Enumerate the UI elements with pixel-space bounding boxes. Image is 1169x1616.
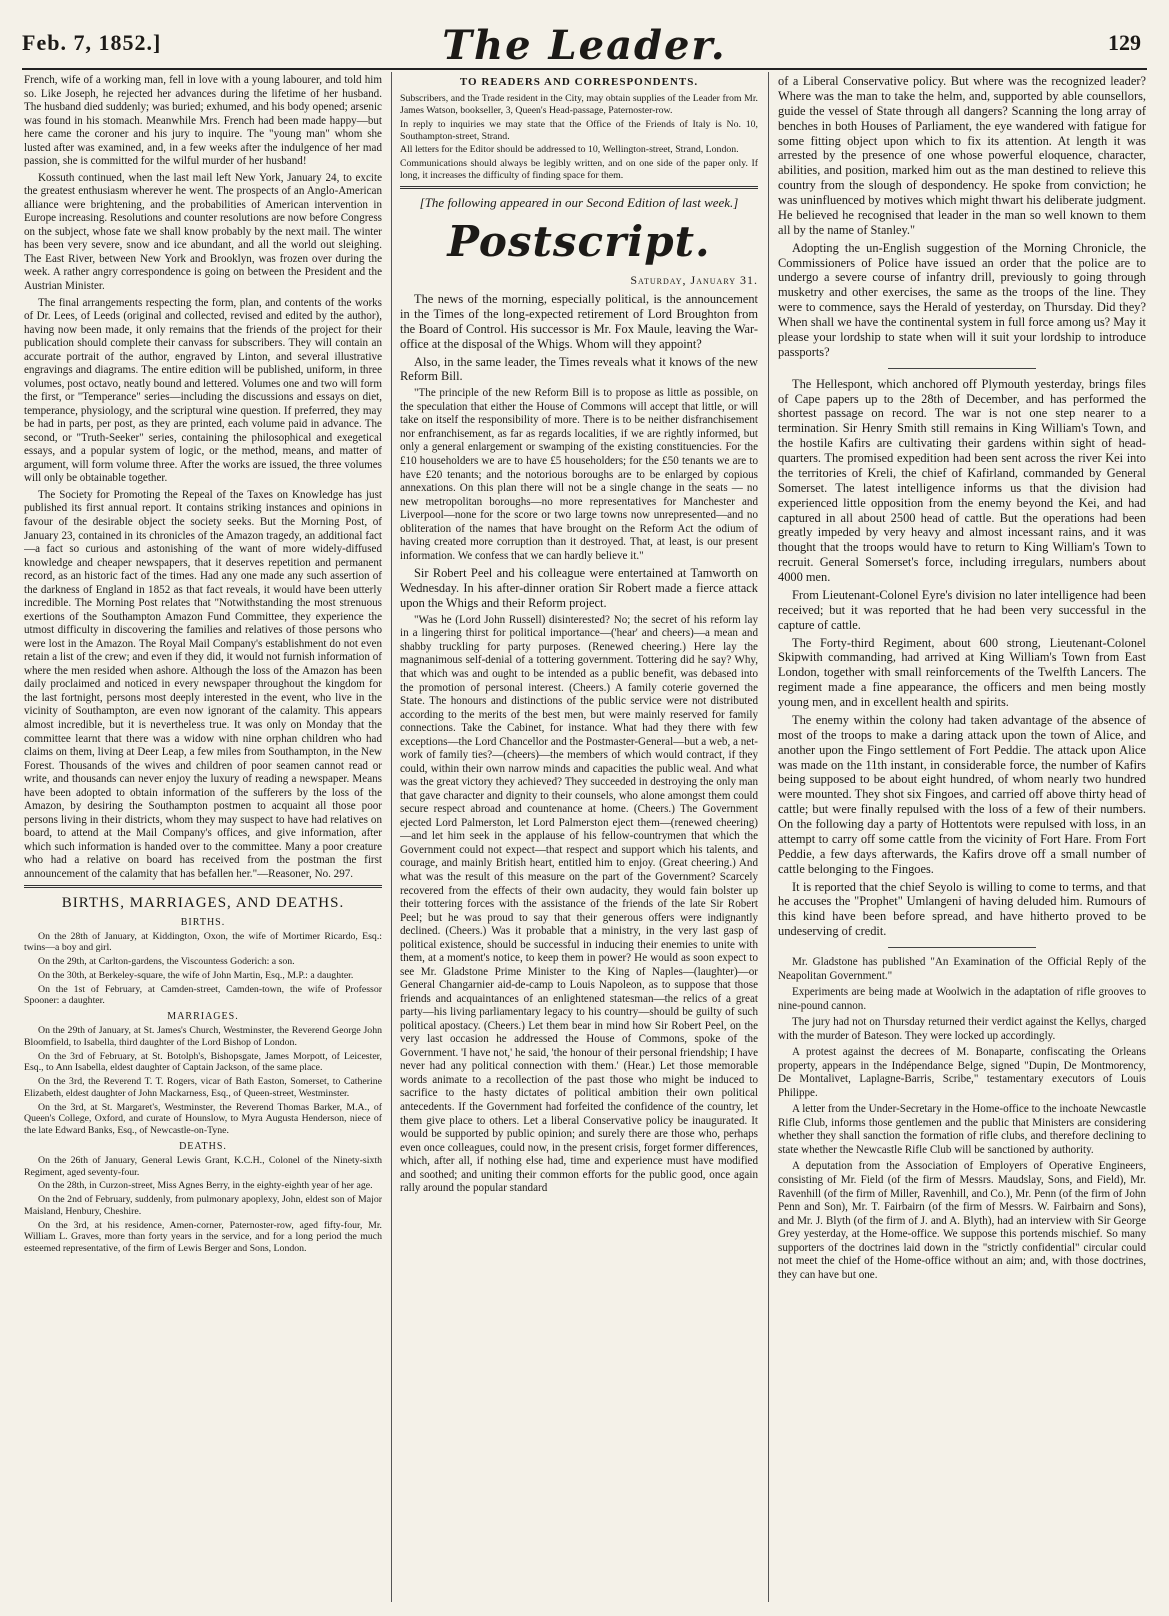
article-paragraph: The Society for Promoting the Repeal of the Taxes on Knowledge has just published its first annual report. It contains striking instances and opinions in favour of the desirable object the society seeks. But the Morning Post, of January 23, contained in its chronicles of the Amazon tragedy, an additional fact—a fact so curious and astonishing of the want of more widely-diffused knowledge and cheaper newspapers, that it deserves repetition and permanent record, as an historic fact of the times. Had any one made any such assertion of the darkness of England in 1852 as that fact reveals, it would have been utterly incredible. The Morning Post relates that "Notwithstanding the most strenuous exertions of the Southampton Amazon Fund Committee, they experience the utmost difficulty in discovering the families and relatives of those persons who were lost in the Amazon. The Royal Mail Company's establishment do not even retain a list of the crew; and even if they did, it would not furnish information of where the men resided when ashore. Although the loss of the Amazon has been daily proclaimed and noticed in every newspaper throughout the kingdom for the last fortnight, persons most deeply interested in the event, who live in the vicinity of Southampton, are even now ignorant of the calamity. This appears almost incredible, but it is nevertheless true. It was only on Monday that the committee learnt that there was a widow with nine orphan children who had claims on them, living at Deer Leap, a few miles from Southampton, in the New Forest. Thousands of the wives and children of poor seamen cannot read or write, and thousands can never enjoy the luxury of reading a newspaper. Means have been adopted to obtain information of the sufferers by the loss of the Amazon, by desiring the Southampton postmen to acquaint all those poor persons living in their districts, whom they may suspect to have had relatives on board, to attend at the Mail Company's offices, and give information, after which such information is handed over to the committee. Many a poor creature who had a relative on board has received from the postman the first announcement of the calamity that has befallen her."—Reasoner, No. 297. bbox=[24, 488, 382, 880]
article-paragraph: The final arrangements respecting the form, plan, and contents of the works of Dr. Lees, of Leeds (original and collected, revised and edited by the author), having now been made, it only remains that the friends of the project for their publication should complete their canvass for subscribers. They will contain an accurate portrait of the author, engraved by Linton, and several illustrative engravings and diagrams. The entire edition will be published, uniform, in three volumes, post octavo, neatly bound and lettered. Volumes one and two will form the first, or "Temperance" series—including the discussions and essays on diet, temperance, physiology, and the scriptural wine question. If preferred, they may be had in parts, per post, as they are printed, each volume paid in advance. The second, or "Truth-Seeker" series, containing the philosophical and exegetical essays, and a popular system of logic, or the method, means, and matter of argument, will form volume three. After the works are issued, the three volumes will only be obtainable together. bbox=[24, 296, 382, 485]
marriage-notice: On the 3rd, the Reverend T. T. Rogers, vicar of Bath Easton, Somerset, to Catherine Elizabeth, eldest daughter of John Mackarness, Esq., of Queen-street, Westminster. bbox=[24, 1076, 382, 1099]
article-paragraph: The Hellespont, which anchored off Plymouth yesterday, brings files of Cape papers up to the 28th of December, and has performed the shortest passage on record. The war is not one step nearer to a termination. Sir Henry Smith still remains in King William's Town, and the hostile Kafirs are cultivating their gardens within sight of head-quarters. The promised expedition had been sent across the river Kei into the territories of Kreli, the chief of Kafirland, commanded by General Somerset. The latest intelligence informs us that the division had experienced little opposition from the enemy beyond the Kei, and had captured in all about 2500 head of cattle. But the operations had been greatly impeded by very heavy and almost incessant rains, and it was thought that the troops would have to return to King William's Town to recruit. General Somerset's force, including irregulars, numbers about 4000 men. bbox=[778, 376, 1146, 584]
notice-item: Subscribers, and the Trade resident in the City, may obtain supplies of the Leader from Mr. James Watson, bookseller, 3, Queen's Head-passage, Paternoster-row. bbox=[400, 93, 758, 117]
col3-section-1 bbox=[778, 74, 1146, 360]
births-heading: BIRTHS. bbox=[180, 916, 226, 928]
edition-note: [The following appeared in our Second Edition of last week.] bbox=[419, 194, 739, 210]
dateline: Saturday, January 31. bbox=[630, 273, 758, 288]
birth-notice: On the 30th, at Berkeley-square, the wife of John Martin, Esq., M.P.: a daughter. bbox=[38, 969, 354, 981]
column-rule-1 bbox=[391, 72, 392, 1602]
postscript-title: Postscript. bbox=[447, 217, 711, 267]
column-1 bbox=[24, 74, 382, 1604]
masthead bbox=[22, 22, 1147, 69]
birth-notice: On the 1st of February, at Camden-street, Camden-town, the wife of Professor Spooner: a daughter. bbox=[24, 983, 382, 1007]
article-paragraph: A deputation from the Association of Employers of Operative Engineers, consisting of Mr. Field (of the firm of Messrs. Maudslay, Sons, and Field), Mr. Ravenhill (of the firm of Miller, Ravenhill, and Co.), Mr. Penn (of the firm of John Penn and Son), Mr. T. Fairbairn (of the firm of Messrs. W. Fairbairn and Sons), and Mr. J. Blyth (of the firm of J. and A. Blyth), had an interview with Sir George Grey yesterday, at the Home-office. We suppose this portends mischief. So many supporters of the doctrines laid down in the "strictly confidential" circular could not meet the chief of the Home-office without an aim; and, with those doctrines, they can have but one. bbox=[778, 1160, 1146, 1281]
article-paragraph: Mr. Gladstone has published "An Examination of the Official Reply of the Neapolitan Government." bbox=[778, 956, 1146, 982]
article-paragraph: Sir Robert Peel and his colleague were entertained at Tamworth on Wednesday. In his after-dinner oration Sir Robert made a fierce attack upon the Whigs and their Reform project. bbox=[400, 566, 758, 611]
article-paragraph: The news of the morning, especially political, is the announcement in the Times of the long-expected retirement of Lord Broughton from the Board of Control. His successor is Mr. Fox Maule, leaving the War-office at the disposal of the Whigs. Whom will they appoint? bbox=[400, 292, 758, 351]
marriages-heading: MARRIAGES. bbox=[167, 1011, 239, 1023]
peel-intro bbox=[400, 566, 758, 611]
notice-item: All letters for the Editor should be addressed to 10, Wellington-street, Strand, London. bbox=[400, 144, 739, 156]
section-divider bbox=[888, 368, 1036, 369]
section-divider bbox=[888, 947, 1036, 948]
notice-heading: TO READERS AND CORRESPONDENTS. bbox=[459, 76, 699, 88]
birth-notice: On the 29th, at Carlton-gardens, the Viscountess Goderich: a son. bbox=[38, 956, 295, 968]
issue-date: Feb. 7, 1852.] bbox=[22, 30, 162, 55]
article-paragraph: of a Liberal Conservative policy. But where was the recognized leader? Where was the man to take the helm, and, supported by able counsellors, guide the vessel of State through all dangers? Scanning the long array of benches in both Houses of Parliament, the eye wandered with fatigue for some fitting object upon which to fix its attention. At length it was arrested by the presence of one whose powerful eloquence, character, abilities, and position, marked him out as the man destined to relieve this country from the slough of despondency. He spoke from conviction; he was uninfluenced by motives which might thwart his deliberate judgment. He believed he recognised that leader in the man so well known to them all by the name of Stanley." bbox=[778, 74, 1146, 237]
bmd-heading: BIRTHS, MARRIAGES, AND DEATHS. bbox=[61, 895, 345, 912]
death-notice: On the 2nd of February, suddenly, from pulmonary apoplexy, John, eldest son of Major Maisland, Henbury, Cheshire. bbox=[24, 1194, 382, 1217]
article-paragraph: The jury had not on Thursday returned their verdict against the Kellys, charged with the murder of Bateson. They were locked up accordingly. bbox=[778, 1016, 1146, 1042]
deaths-heading: DEATHS. bbox=[179, 1140, 227, 1152]
column-3 bbox=[778, 74, 1146, 1604]
marriage-notice: On the 3rd, at St. Margaret's, Westminster, the Reverend Thomas Barker, M.A., of Queen's College, Oxford, and curate of Hounslow, to Myra Augusta Henderson, niece of the late Edward Banks, Esq., of Newcastle-on-Tyne. bbox=[24, 1101, 382, 1137]
column-2 bbox=[400, 74, 758, 1604]
article-paragraph: A letter from the Under-Secretary in the Home-office to the inchoate Newcastle Rifle Club, informs those gentlemen and the public that Ministers are considering whether they shall sanction the formation of rifle clubs, and therefore declining to state whether the Newcastle Rifle Club will be sanctioned by authority. bbox=[778, 1103, 1146, 1156]
quote-paragraph: "The principle of the new Reform Bill is to propose as little as possible, on the speculation that either the House of Commons will accept that little, or will take on itself the responsibility of more. There is to be neither disfranchisement nor enfranchisement, as far as regards localities, if we are rightly informed, but only a general enlargement or swamping of the existing constituencies. For the £10 householders we are to have £5 householders; for the £50 tenants we are to have £20 tenants; and the notorious boroughs are to be enlarged by copious annexations. On this plan there will not be a single change in the seats — no new metropolitan boroughs—no more representatives for Manchester and Liverpool—none for the score or two large towns now unrepresented—and no obliteration of the names that have brought on the Reform Act the odium of having created more corruption than it destroyed. That, at least, is our present information. We confess that we can hardly believe it." bbox=[400, 387, 758, 562]
column-rule-2 bbox=[768, 72, 769, 1602]
article-paragraph: Also, in the same leader, the Times reveals what it knows of the new Reform Bill. bbox=[400, 354, 758, 384]
masthead-rule bbox=[22, 68, 1147, 70]
col3-section-3 bbox=[778, 956, 1146, 1282]
reform-bill-quote bbox=[400, 387, 758, 563]
article-paragraph: Experiments are being made at Woolwich in the adaptation of rifle grooves to nine-pound cannon. bbox=[778, 986, 1146, 1012]
birth-notice: On the 28th of January, at Kiddington, Oxon, the wife of Mortimer Ricardo, Esq.: twins—a boy and girl. bbox=[24, 930, 382, 954]
section-rule bbox=[24, 885, 382, 888]
col1-articles bbox=[24, 74, 382, 881]
marriage-notice: On the 29th of January, at St. James's Church, Westminster, the Reverend George John Bloomfield, to Isabella, third daughter of the Lord Bishop of London. bbox=[24, 1025, 382, 1048]
postscript-lead bbox=[400, 292, 758, 384]
death-notice: On the 3rd, at his residence, Amen-corner, Paternoster-row, aged fifty-four, Mr. William L. Graves, more than forty years in the service, and for a long period the much esteemed representative, of the firm of Lewis Berger and Sons, London. bbox=[24, 1219, 382, 1255]
article-paragraph: It is reported that the chief Seyolo is willing to come to terms, and that he accuses the "Prophet" Umlangeni of having deluded him. Rumours of this kind have been before spread, and have hitherto proved to be undeserving of credit. bbox=[778, 879, 1146, 939]
notice-item: Communications should always be legibly written, and on one side of the paper only. If long, it increases the difficulty of finding space for them. bbox=[400, 158, 758, 181]
article-paragraph: Adopting the un-English suggestion of the Morning Chronicle, the Commissioners of Police have issued an order that the police are to undergo a severe course of infantry drill, previously to going through musketry and other exercises, the same as the troops of the line. They were to commence, says the Herald of yesterday, on Thursday. Did they? When shall we have the continental system in full force among us? May it please your lordship to state when will it suit your lordship to introduce passports? bbox=[778, 240, 1146, 359]
peel-speech-quote bbox=[400, 614, 758, 1196]
newspaper-title: The Leader. bbox=[442, 22, 727, 69]
section-rule bbox=[400, 186, 758, 189]
marriage-notice: On the 3rd of February, at St. Botolph's, Bishopsgate, James Morpott, of Leicester, Esq., to Ann Isabella, eldest daughter of Captain Jackson, of the same place. bbox=[24, 1050, 382, 1074]
article-paragraph: Kossuth continued, when the last mail left New York, January 24, to excite the greatest enthusiasm wherever he went. The prospects of an Anglo-American alliance were brightening, and the probabilities of American intervention in Europe increasing. Resolutions and counter resolutions are now before Congress on the subject, whose fate we shall know probably by the next mail. The winter has been very severe, snow and ice abundant, and all the world out sleighing. The East River, between New York and Brooklyn, was frozen over during the week. A rather angry correspondence is going on between the President and the Austrian Minister. bbox=[24, 171, 382, 292]
quote-paragraph: "Was he (Lord John Russell) disinterested? No; the secret of his reform lay in a lingering thirst for political importance—('hear' and cheers)—a mean and shabby truckling for party purposes. (Renewed cheering.) Here lay the magnanimous self-denial of a tottering government. Tottering did he say? Why, that which was and ought to be intended as a public benefit, was debased into the promotion of personal interest. (Cheers.) A family coterie governed the State. The honours and distinctions of the public service were not distributed according to the merits of the best men, but were mainly reserved for family connections. Take the Cabinet, for instance. What had they there with few exceptions—the Lord Chancellor and the Postmaster-General—but a web, a net-work of family ties?—(cheers)—the members of which would contract, if they could, within their own narrow minds and capacities the public weal. And what was the great victory they achieved? They succeeded in destroying the only man that gave character and dignity to their counsels, who alone amongst them could secure respect abroad and countenance at home. (Cheers.) The Government ejected Lord Palmerston, let Lord Palmerston eject them—(renewed cheering)—and let him seek in the applause of his fellow-countrymen that which the Government could not expect—that respect and support which his talents, and courage, and mainly British heart, entitled him to enjoy. (Great cheering.) And what was the result of this measure on the part of the Government? Scarcely recovered from the effects of their own audacity, they would fain bolster up their tottering forces with the assistance of the friends of the late Sir Robert Peel; but he was proud to say that their generous offers were indignantly declined. (Cheers.) Was it probable that a ministry, in the very last gasp of political existence, should be successful in inducing their enemies to unite with them, at a moment's notice, to keep them in power? He would as soon expect to see Mr. Gladstone Prime Minister to the King of Naples—(laughter)—or General Changarnier aid-de-camp to Louis Napoleon, as to suppose that those friends and acquaintances of an enlightened statesman—the relics of a great party—his living parliamentary legacy to his country—should be guilty of such political apostacy. (Cheers.) Let them bear in mind how Sir Robert Peel, on the very last occasion he addressed the House of Commons, spoke of the Government. 'I have not,' he said, 'the honour of their personal friendship; I have never had any political connection with them.' (Hear.) Let those memorable words animate to a recollection of the past those who might be induced to sacrifice to the hasty dictates of political ambition their own political antecedents. If the Government had forfeited the confidence of the country, let them give place to others. Let a liberal Conservative policy be inaugurated. It would be supported by public opinion; and surely there are those who, perhaps even once colleagues, could now, in the present crisis, forget former differences, which, after all, if nothing else had, time and experience must have modified and soothed; and uniting their common efforts for the public good, once again rally around the popular standard bbox=[400, 613, 758, 1195]
death-notice: On the 26th of January, General Lewis Grant, K.C.H., Colonel of the Ninety-sixth Regiment, aged seventy-four. bbox=[24, 1154, 382, 1178]
article-paragraph: French, wife of a working man, fell in love with a young labourer, and told him so. Like Joseph, he rejected her advances during the lifetime of her husband. The husband died suddenly; was buried; exhumed, and his body opened; arsenic was found in his stomach. Meanwhile Mrs. French had been made happy—but here came the coroner and his jury to inquire. The "young man" whom she lusted after was examined, and, in a few weeks after the indulgence of her mad passion, she is committed for the wilful murder of her husband! bbox=[24, 74, 382, 168]
notice-item: In reply to inquiries we may state that the Office of the Friends of Italy is No. 10, Southampton-street, Strand. bbox=[400, 118, 758, 142]
article-paragraph: A protest against the decrees of M. Bonaparte, confiscating the Orleans property, appears in the Indépendance Belge, signed "Dupin, De Montmorency, De Montalivet, Laplagne-Barris, Scribe," testamentary executors of Louis Philippe. bbox=[778, 1046, 1146, 1099]
page-number: 129 bbox=[1108, 30, 1141, 55]
death-notice: On the 28th, in Curzon-street, Miss Agnes Berry, in the eighty-eighth year of her age. bbox=[38, 1180, 373, 1192]
article-paragraph: The enemy within the colony had taken advantage of the absence of most of the troops to make a daring attack upon the town of Alice, and another upon the Fingo settlement of Fort Peddie. The attack upon Alice was made on the 11th instant, in considerable force, the number of Kafirs being supposed to be about eight hundred, of whom nearly two hundred were mounted. They shot six Fingoes, and carried off above thirty head of cattle; but were finally repulsed with the loss of a few of their numbers. On the following day a party of Hottentots were repulsed with loss, in an attempt to carry off some cattle from the vicinity of Fort Hare. From Fort Peddie, a few days afterwards, the Kafirs drove off a small number of cattle belonging to the Fingoes. bbox=[778, 712, 1146, 876]
notices bbox=[400, 93, 758, 181]
col3-section-2 bbox=[778, 377, 1146, 939]
article-paragraph: From Lieutenant-Colonel Eyre's division no later intelligence had been received; but it was reported that he had been very successful in the capture of cattle. bbox=[778, 587, 1146, 632]
bmd-section bbox=[24, 917, 382, 1255]
article-paragraph: The Forty-third Regiment, about 600 strong, Lieutenant-Colonel Skipwith commanding, had arrived at King William's Town from East London, together with small reinforcements of the Twelfth Lancers. The regiment made a fine appearance, the officers and men being mostly young men, and in excellent health and spirits. bbox=[778, 635, 1146, 709]
